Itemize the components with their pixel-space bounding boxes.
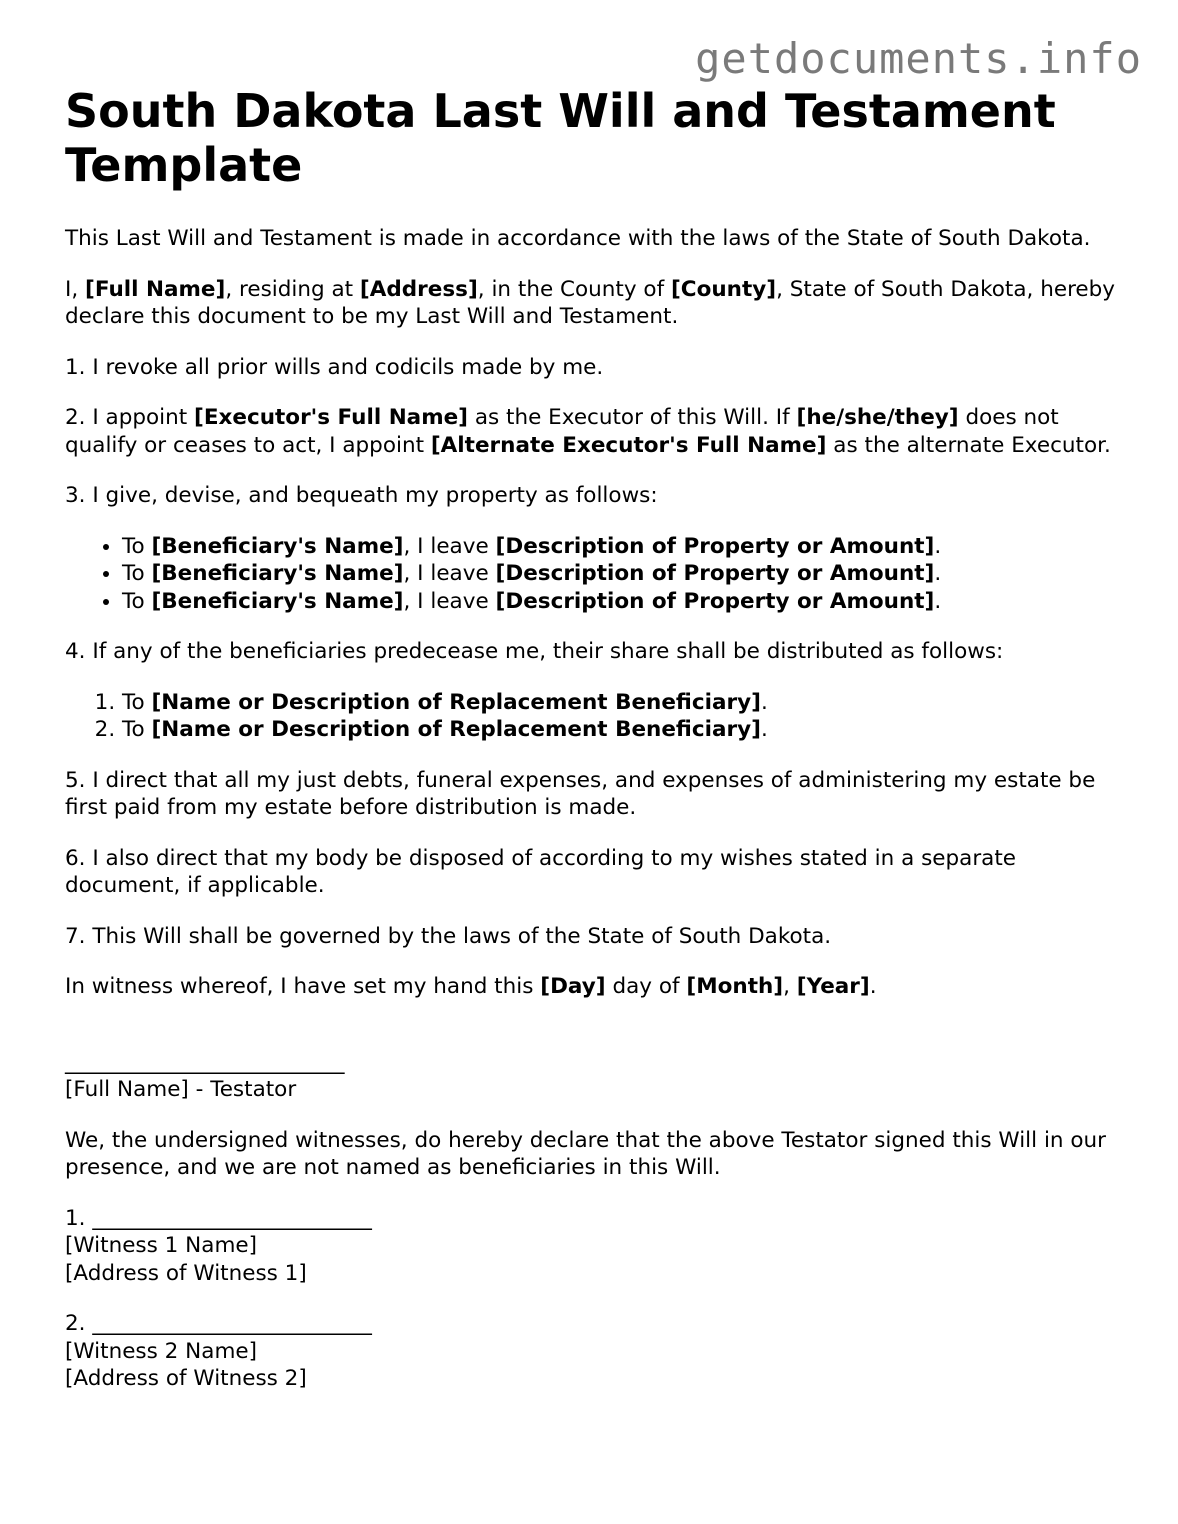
witness-1-name: [Witness 1 Name]: [65, 1233, 257, 1258]
witness-2-signature-line: 2. __________________________: [65, 1311, 372, 1336]
witness-1-address: [Address of Witness 1]: [65, 1260, 307, 1286]
replacement-placeholder: [Name or Description of Replacement Beneficiary]: [151, 689, 761, 715]
year-placeholder: [Year]: [796, 974, 870, 999]
month-placeholder: [Month]: [686, 974, 784, 999]
watermark: getdocuments.info: [695, 34, 1142, 83]
clause-1: 1. I revoke all prior wills and codicils made by me.: [65, 354, 604, 380]
beneficiary-placeholder: [Beneficiary's Name]: [151, 588, 404, 614]
property-placeholder: [Description of Property or Amount]: [495, 561, 935, 586]
full-name-placeholder: [Full Name]: [85, 276, 226, 302]
witness-2-block: [65, 1310, 1125, 1393]
bequest-item: • To [Beneficiary's Name], I leave [Description of Property or Amount].: [122, 560, 1125, 588]
bequest-item: • To [Beneficiary's Name], I leave [Description of Property or Amount].: [122, 533, 1125, 561]
witness-statement: We, the undersigned witnesses, do hereby declare that the above Testator signed this Will in our presence, and we are not named as beneficiaries in this Will.: [65, 1127, 1107, 1180]
witness-1-block: [65, 1205, 1125, 1288]
beneficiary-placeholder: [Beneficiary's Name]: [151, 533, 404, 559]
replacement-item: 2. To [Name or Description of Replacement Beneficiary].: [122, 716, 1125, 744]
bequest-item: • To [Beneficiary's Name], I leave [Description of Property or Amount].: [122, 588, 1125, 616]
property-placeholder: [Description of Property or Amount]: [495, 588, 935, 614]
county-placeholder: [County]: [670, 276, 777, 302]
testator-signature-line: __________________________: [65, 1049, 345, 1075]
clause-7: 7. This Will shall be governed by the laws of the State of South Dakota.: [65, 923, 832, 949]
pronoun-placeholder: [he/she/they]: [796, 405, 959, 430]
witness-2-name: [Witness 2 Name]: [65, 1338, 257, 1364]
day-placeholder: [Day]: [540, 974, 606, 999]
executor-placeholder: [Executor's Full Name]: [194, 405, 469, 430]
clause-6: 6. I also direct that my body be disposed of according to my wishes stated in a separate document, if applicable.: [65, 845, 1017, 898]
clause-3: 3. I give, devise, and bequeath my property as follows:: [65, 483, 658, 508]
replacement-placeholder: [Name or Description of Replacement Beneficiary]: [151, 717, 761, 742]
replacement-list: [65, 689, 1125, 744]
clause-5: 5. I direct that all my just debts, funeral expenses, and expenses of administering my estate be first paid from my estate before distribution is made.: [65, 767, 1096, 820]
witness-clause: In witness whereof, I have set my hand this [Day] day of [Month], [Year].: [65, 974, 877, 999]
intro-paragraph: This Last Will and Testament is made in accordance with the laws of the State of South Dakota.: [65, 226, 1091, 251]
testator-signature-block: [65, 1049, 1125, 1104]
document-title: South Dakota Last Will and Testament Template: [65, 84, 1056, 192]
testator-label: [Full Name] - Testator: [65, 1077, 297, 1102]
clause-4: 4. If any of the beneficiaries predecease me, their share shall be distributed as follows:: [65, 639, 1004, 664]
bequest-list: [65, 533, 1125, 616]
beneficiary-placeholder: [Beneficiary's Name]: [151, 561, 404, 586]
clause-2: 2. I appoint [Executor's Full Name] as the Executor of this Will. If [he/she/they] does not qualify or ceases to act, I appoint [Alternate Executor's Full Name] as the alternate Executor.: [65, 405, 1111, 458]
witness-2-address: [Address of Witness 2]: [65, 1366, 307, 1391]
replacement-item: 1. To [Name or Description of Replacement Beneficiary].: [122, 689, 1125, 717]
declaration-paragraph: I, [Full Name], residing at [Address], in the County of [County], State of South Dakota, hereby declare this document to be my Last Will and Testament.: [65, 276, 1116, 329]
document-page: [65, 84, 1125, 1416]
witness-1-signature-line: 1. __________________________: [65, 1205, 372, 1231]
alternate-executor-placeholder: [Alternate Executor's Full Name]: [430, 432, 827, 458]
property-placeholder: [Description of Property or Amount]: [495, 533, 935, 559]
address-placeholder: [Address]: [359, 276, 478, 302]
